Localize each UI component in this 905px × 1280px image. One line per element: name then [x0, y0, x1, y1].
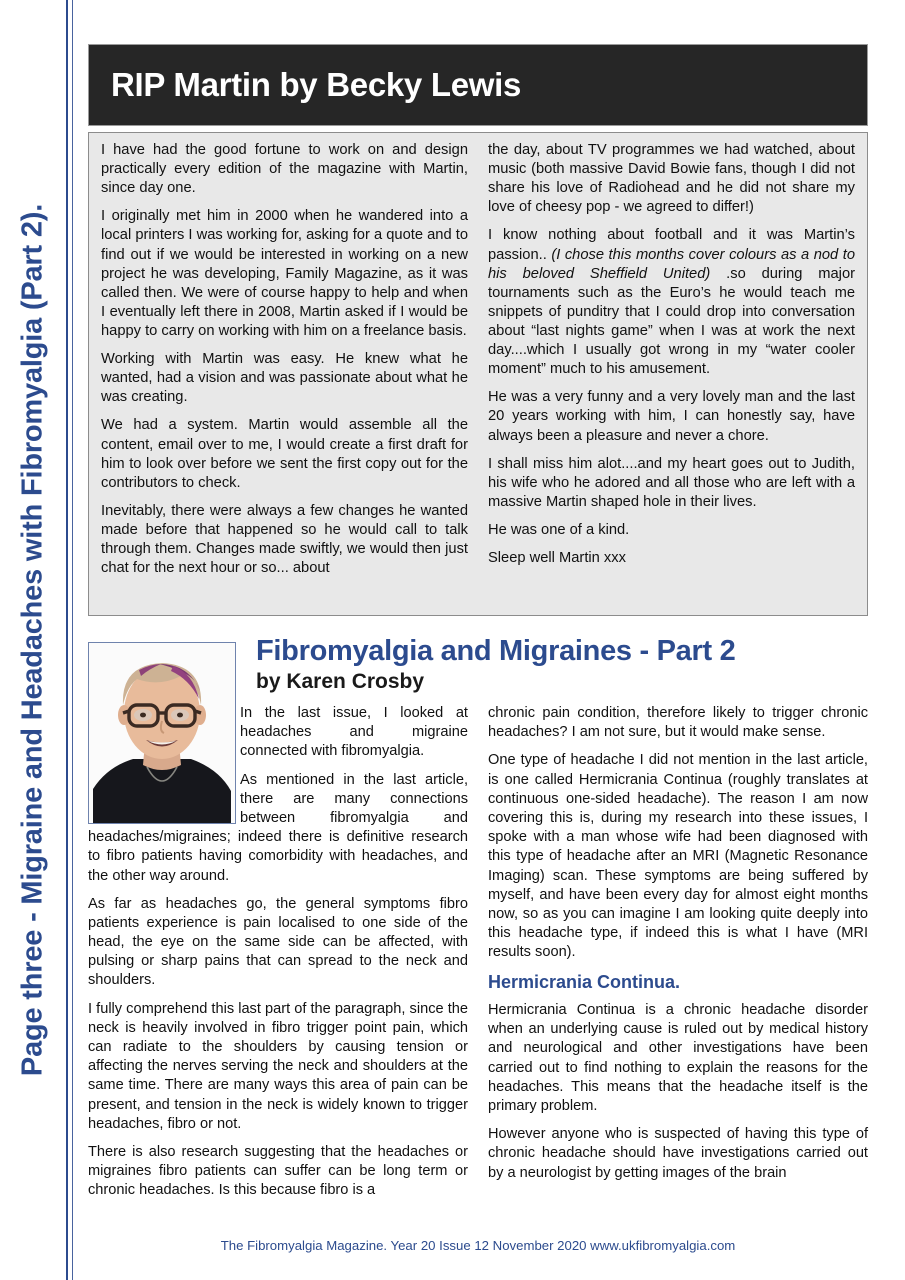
migraine-right-para-4: However anyone who is suspected of having this type of chronic headache should have investigations carried out by a neurologist by getting images of the brain — [488, 1126, 868, 1181]
left-margin-rule-outer — [66, 0, 68, 1280]
migraine-left-para-5: There is also research suggesting that the headaches or migraines fibro patients can suffer can be long term or chronic headaches. Is this because fibro is a — [88, 1143, 468, 1199]
rip-right-para-2-italic-note: (I chose this months cover colours as a nod to his beloved Sheffield United) — [488, 246, 856, 282]
rip-right-para-2-tail: .so during major tournaments such as the Euro’s he would teach me snippets of punditry that I could drop into conversation about “last nights game” when I was at work the next day....which I usually got wrong in my “water cooler moment” much to his amusement. — [488, 265, 855, 378]
migraine-article-byline: by Karen Crosby — [256, 670, 425, 693]
rip-article-header-bar — [88, 44, 868, 126]
rip-right-para-1: the day, about TV programmes we had watched, about music (both massive David Bowie fans, though I did not share his love of Radiohead and he did not share my love of cheesy pop - we agreed to differ!) — [488, 142, 855, 216]
rip-right-column — [488, 141, 855, 609]
rip-right-para-6: Sleep well Martin xxx — [488, 550, 626, 567]
migraine-right-para-3: Hermicrania Continua is a chronic headache disorder when an underlying cause is ruled out by medical history and neurological and other investigations have been carried out to find nothing to explain the reasons for the headaches. This means that the headache itself is the primary problem. — [488, 1002, 868, 1115]
rip-left-column — [101, 141, 468, 609]
migraine-right-para-1: chronic pain condition, therefore likely to trigger chronic headaches? I am not sure, but it would make sense. — [488, 705, 868, 741]
migraine-left-para-2: As mentioned in the last article, there are many connections between fibromyalgia and headaches/migraines; indeed there is definitive research to fibro patients having comorbidity with headaches, and the other way around. — [88, 771, 468, 884]
hermicrania-subheading: Hermicrania Continua. — [488, 972, 681, 993]
migraine-article-title: Fibromyalgia and Migraines - Part 2 — [256, 635, 736, 667]
rip-left-para-1: I have had the good fortune to work on and design practically every edition of the magazine with Martin, since day one. — [101, 142, 468, 197]
rip-left-para-3: Working with Martin was easy. He knew what he wanted, had a vision and was passionate about what he was creating. — [101, 351, 468, 406]
left-margin-rule-inner — [72, 0, 73, 1280]
migraine-columns — [88, 704, 868, 1210]
migraine-right-column — [488, 704, 868, 1210]
rip-left-para-2: I originally met him in 2000 when he wandered into a local printers I was working for, asking for a quote and to find out if we would be interested in working on a new project he was developing, Family Magazine, as it was called then. We were of course happy to help and when I eventually left there in 2008, Martin asked if I would be happy to carry on working with him on a freelance basis. — [101, 208, 468, 339]
rip-article-title: RIP Martin by Becky Lewis — [111, 66, 522, 103]
side-banner-text: Page three - Migraine and Headaches with Fibromyalgia (Part 2). — [16, 203, 49, 1077]
migraine-right-para-2: One type of headache I did not mention in the last article, is one called Hermicrania Continua (roughly translates at continuous one-sided headache). The reason I am now covering this is, during my research into these issues, I spoke with a man whose wife had been diagnosed with this type of headache after an MRI (Magnetic Resonance Imaging) scan. These symptoms are being suffered by myself, and have been every day for almost eight months now, so as you can imagine I am looking quite deeply into this headache type, if indeed this is what I have (MRI results soon). — [488, 752, 868, 961]
rip-left-para-4: We had a system. Martin would assemble all the content, email over to me, I would create a first draft for him to look over before we sent the first copy out for the contributors to check. — [101, 417, 468, 491]
photo-text-wrap-spacer — [88, 704, 240, 826]
rip-right-para-3: He was a very funny and a very lovely man and the last 20 years working with him, I can honestly say, have always been a pleasure and never a chore. — [488, 389, 855, 444]
rip-right-para-5: He was one of a kind. — [488, 521, 630, 538]
page-footer: The Fibromyalgia Magazine. Year 20 Issue 12 November 2020 www.ukfibromyalgia.com — [220, 1238, 736, 1253]
migraine-left-column — [88, 704, 468, 1210]
rip-article-body-panel — [88, 132, 868, 616]
migraine-left-para-3: As far as headaches go, the general symptoms fibro patients experience is pain localised to one side of the head, the eye on the same side can be affected, with pulsing or sharp pains that can spread to the neck and shoulders. — [88, 895, 468, 989]
rip-right-para-2-lead: I know nothing about football and it was Martin’s passion.. — [488, 227, 855, 263]
page-side-banner — [0, 0, 66, 1280]
rip-left-para-5: Inevitably, there were always a few changes he wanted made before that happened so he would call to talk through them. Changes made swiftly, we would then just chat for the next hour or so... about — [101, 502, 468, 577]
migraine-left-para-1: In the last issue, I looked at headaches and migraine connected with fibromyalgia. — [240, 705, 468, 760]
migraine-left-para-4: I fully comprehend this last part of the paragraph, since the neck is heavily involved in fibro trigger point pain, which can radiate to the shoulders by causing tension or affecting the nerves serving the neck and shoulders at the same time. There are many ways this area of pain can be present, and tension in the neck is widely known to trigger headaches, fibro or not. — [88, 1000, 468, 1132]
rip-right-para-4: I shall miss him alot....and my heart goes out to Judith, his wife who he adored and all those who are left with a massive Martin shaped hole in their lives. — [488, 455, 855, 510]
rip-right-para-2 — [488, 226, 855, 379]
